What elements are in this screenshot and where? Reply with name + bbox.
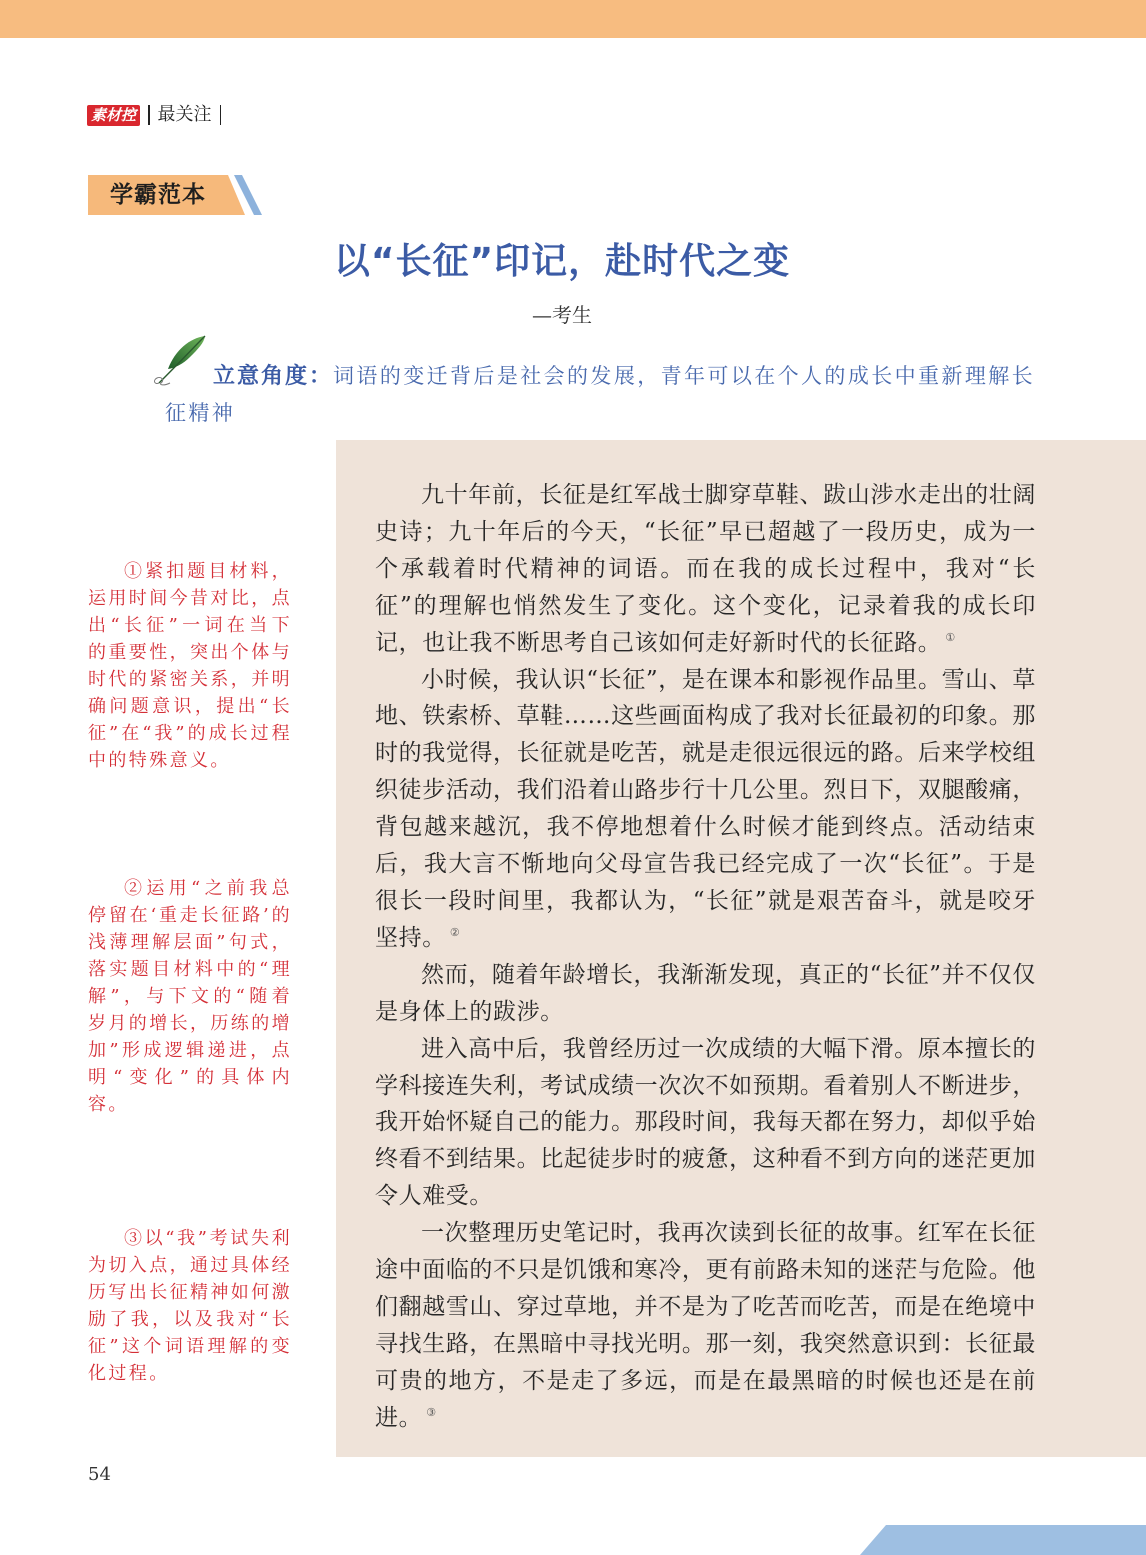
article-author: —考生 [532, 303, 592, 327]
paragraph-text: 一次整理历史笔记时，我再次读到长征的故事。红军在长征途中面临的不只是饥饿和寒冷，更有前路未知的迷茫与危险。他们翻越雪山、穿过草地，并不是为了吃苦而吃苦，而是在绝境中寻找生路，在黑暗中寻找光明。那一刻，我突然意识到：长征最可贵的地方，不是走了多远，而是在最黑暗的时候也还是在前进。 [375, 1220, 1036, 1431]
margin-annotation-3: ③以“我”考试失利为切入点，通过具体经历写出长征精神如何激励了我，以及我对“长征”这个词语理解的变化过程。 [88, 1228, 292, 1384]
paragraph-text: 小时候，我认识“长征”，是在课本和影视作品里。雪山、草地、铁索桥、草鞋……这些画面构成了我对长征最初的印象。那时的我觉得，长征就是吃苦，就是走很远很远的路。后来学校组织徒步活动，我们沿着山路步行十几公里。烈日下，双腿酸痛，背包越来越沉，我不停地想着什么时候才能到终点。活动结束后，我大言不惭地向父母宣告我已经完成了一次“长征”。于是很长一段时间里，我都认为，“长征”就是艰苦奋斗，就是咬牙坚持。 [375, 666, 1036, 951]
note-marker: ① [945, 630, 956, 644]
bottom-bar-shape [860, 1525, 1146, 1555]
section-name: 最关注 [157, 104, 212, 125]
page-header [87, 102, 229, 128]
top-color-bar [0, 0, 1146, 38]
bottom-color-bar [860, 1525, 1146, 1555]
page-number: 54 [88, 1464, 111, 1485]
header-separator-left [148, 105, 150, 125]
body-paragraph [375, 477, 1036, 662]
theme-text: 词语的变迁背后是社会的发展，青年可以在个人的成长中重新理解长征精神 [165, 364, 1036, 425]
article-body-panel [336, 440, 1146, 1457]
theme-statement [165, 358, 1037, 432]
paragraph-text: 进入高中后，我曾经历过一次成绩的大幅下滑。原本擅长的学科接连失利，考试成绩一次次不如预期。看着别人不断进步，我开始怀疑自己的能力。那段时间，我每天都在努力，却似乎始终看不到结果。比起徒步时的疲惫，这种看不到方向的迷茫更加令人难受。 [375, 1035, 1036, 1210]
section-tag: 学霸范本 [110, 182, 206, 208]
note-marker: ② [449, 926, 460, 940]
theme-label: 立意角度： [213, 364, 334, 389]
body-paragraph [375, 1215, 1036, 1436]
body-paragraph [375, 957, 1036, 1031]
header-separator-right [220, 105, 222, 125]
note-marker: ③ [426, 1406, 437, 1419]
margin-annotation-2: ②运用“之前我总停留在‘重走长征路’的浅薄理解层面”句式，落实题目材料中的“理解”，与下文的“随着岁月的增长，历练的增加”形成逻辑递进，点明“变化”的具体内容。 [88, 878, 292, 1115]
paragraph-text: 九十年前，长征是红军战士脚穿草鞋、跋山涉水走出的壮阔史诗；九十年后的今天，“长征”早已超越了一段历史，成为一个承载着时代精神的词语。而在我的成长过程中，我对“长征”的理解也悄然发生了变化。这个变化，记录着我的成长印记，也让我不断思考自己该如何走好新时代的长征路。 [375, 482, 1036, 656]
article-title: 以“长征”印记，赴时代之变 [333, 241, 791, 282]
margin-annotation-1: ①紧扣题目材料，运用时间今昔对比，点出“长征”一词在当下的重要性，突出个体与时代的紧密关系，并明确问题意识，提出“长征”在“我”的成长过程中的特殊意义。 [88, 561, 292, 771]
body-paragraph [375, 662, 1036, 957]
paragraph-text: 然而，随着年龄增长，我渐渐发现，真正的“长征”并不仅仅是身体上的跋涉。 [375, 961, 1036, 1025]
body-paragraph [375, 1031, 1036, 1216]
brand-logo: 素材控 [87, 105, 140, 126]
